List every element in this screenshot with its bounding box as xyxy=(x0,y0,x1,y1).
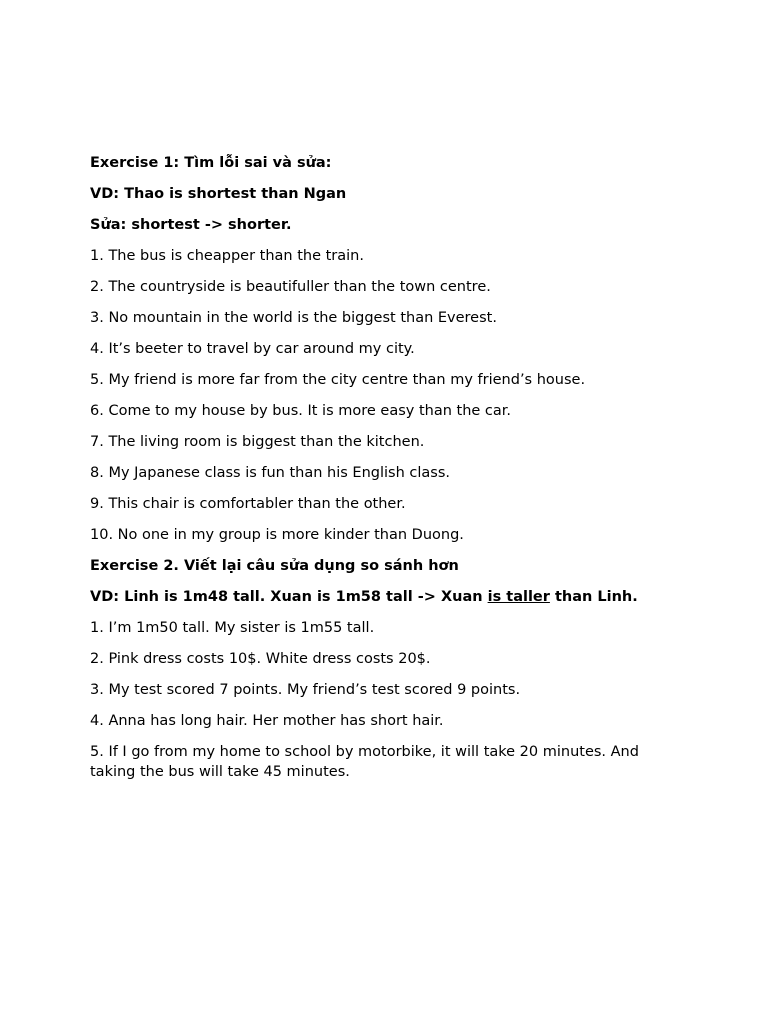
exercise2-item: 1. I’m 1m50 tall. My sister is 1m55 tall. xyxy=(90,620,375,636)
exercise2-item: 5. If I go from my home to school by motorbike, it will take 20 minutes. And taking the bus will take 45 minutes. xyxy=(90,744,639,780)
exercise1-item: 6. Come to my house by bus. It is more easy than the car. xyxy=(90,403,512,419)
exercise2-example-post: than Linh. xyxy=(549,589,638,605)
exercise2-example-pre: VD: Linh is 1m48 tall. Xuan is 1m58 tall -> Xuan xyxy=(90,589,488,605)
exercise1-item: 7. The living room is biggest than the kitchen. xyxy=(90,434,425,450)
document-page xyxy=(90,153,680,793)
exercise1-item: 10. No one in my group is more kinder than Duong. xyxy=(90,527,464,543)
exercise2-item: 3. My test scored 7 points. My friend’s test scored 9 points. xyxy=(90,682,521,698)
exercise1-item: 5. My friend is more far from the city centre than my friend’s house. xyxy=(90,372,586,388)
exercise2-heading: Exercise 2. Viết lại câu sửa dụng so sánh hơn xyxy=(90,558,459,574)
exercise1-item: 4. It’s beeter to travel by car around my city. xyxy=(90,341,415,357)
exercise1-item: 8. My Japanese class is fun than his English class. xyxy=(90,465,450,481)
exercise2-item: 4. Anna has long hair. Her mother has short hair. xyxy=(90,713,444,729)
exercise1-item: 9. This chair is comfortabler than the other. xyxy=(90,496,406,512)
exercise2-example-underlined: is taller xyxy=(487,589,550,605)
exercise1-fix: Sửa: shortest -> shorter. xyxy=(90,217,292,233)
exercise1-item: 3. No mountain in the world is the biggest than Everest. xyxy=(90,310,497,326)
exercise2-example xyxy=(90,587,680,607)
exercise1-heading: Exercise 1: Tìm lỗi sai và sửa: xyxy=(90,155,332,171)
exercise1-item: 2. The countryside is beautifuller than the town centre. xyxy=(90,279,491,295)
exercise1-example: VD: Thao is shortest than Ngan xyxy=(90,186,347,202)
exercise1-item: 1. The bus is cheapper than the train. xyxy=(90,248,364,264)
exercise2-item: 2. Pink dress costs 10$. White dress costs 20$. xyxy=(90,651,431,667)
